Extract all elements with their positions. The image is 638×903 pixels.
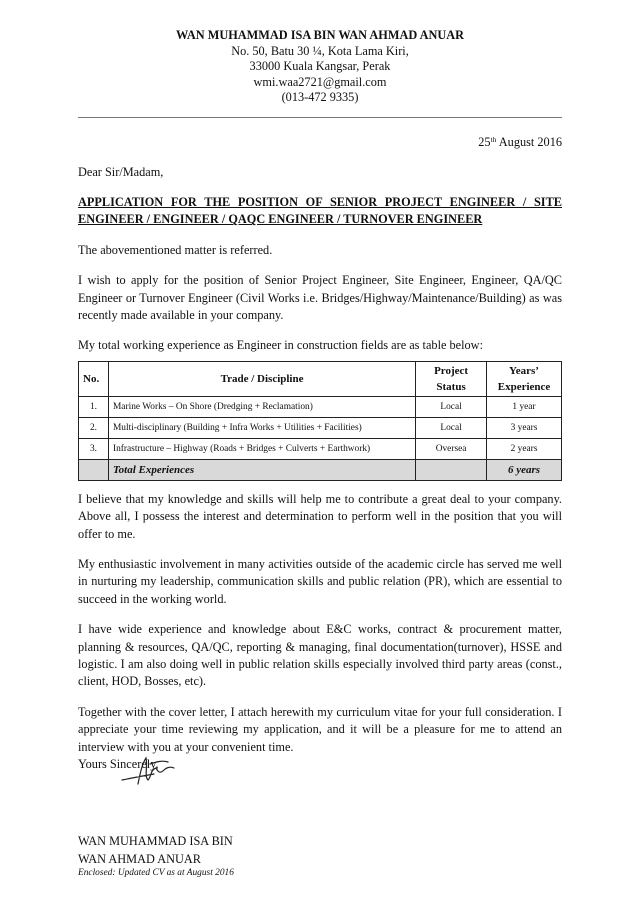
table-row [79,438,562,459]
date-day: 25 [478,134,491,149]
paragraph-4: I believe that my knowledge and skills will help me to contribute a great deal to your company. Above all, I possess the interest and determination to perform well in the position that you will offer to me. [78,491,562,541]
signatory-name-line1: WAN MUHAMMAD ISA BIN [78,834,233,849]
table-total-row [79,459,562,480]
date-suffix: th [490,134,497,144]
row-status: Local [416,417,487,438]
row-trade: Infrastructure – Highway (Roads + Bridges + Culverts + Earthwork) [108,438,415,459]
row-trade: Marine Works – On Shore (Dredging + Reclamation) [108,396,415,417]
row-years: 3 years [487,417,562,438]
header-years: Years’ Experience [487,361,562,396]
total-label: Total Experiences [108,459,415,480]
total-value: 6 years [487,459,562,480]
header-trade: Trade / Discipline [108,361,415,396]
subject-line: APPLICATION FOR THE POSITION OF SENIOR PROJECT ENGINEER / SITE ENGINEER / ENGINEER / QAQC ENGINEER / TURNOVER ENGINEER [78,194,562,227]
sender-email: wmi.waa2721@gmail.com [253,74,387,89]
row-status: Oversea [416,438,487,459]
paragraph-6: I have wide experience and knowledge about E&C works, contract & procurement matter, planning & resources, QA/QC, reporting & managing, final documentation(turnover), HSSE and logistic. I am also doing well in public relation skills especially involved third party areas (const., client, HOD, Bosses, etc). [78,622,562,689]
paragraph-3: My total working experience as Engineer in construction fields are as table below: [78,338,483,353]
paragraph-5: My enthusiastic involvement in many activities outside of the academic circle has served me well in nurturing my leadership, communication skills and public relation (PR), which are essential to succeed in the working world. [78,556,562,606]
table-row [79,417,562,438]
table-header-row [79,361,562,396]
row-status: Local [416,396,487,417]
header-status: Project Status [416,361,487,396]
letter-date [78,135,562,150]
sender-name: WAN MUHAMMAD ISA BIN WAN AHMAD ANUAR [175,28,465,42]
salutation: Dear Sir/Madam, [78,164,164,179]
date-rest: August 2016 [496,134,562,149]
letter [78,28,562,868]
closing: Yours Sincerely, [78,757,159,772]
paragraph-1: The abovementioned matter is referred. [78,242,273,257]
letterhead [78,28,562,106]
sender-phone: (013-472 9335) [281,90,359,104]
experience-table [78,361,562,481]
signatory-name-line2: WAN AHMAD ANUAR [78,851,201,866]
row-years: 1 year [487,396,562,417]
sender-address-line2: 33000 Kuala Kangsar, Perak [249,59,391,73]
row-no: 2. [79,417,109,438]
header-divider [78,117,562,118]
table-row [79,396,562,417]
sender-address-line1: No. 50, Batu 30 ¼, Kota Lama Kiri, [231,43,409,58]
row-years: 2 years [487,438,562,459]
handwritten-signature [120,754,180,790]
enclosure-note: Enclosed: Updated CV as at August 2016 [78,868,234,878]
paragraph-2: I wish to apply for the position of Senior Project Engineer, Site Engineer, Engineer, QA/QC Engineer or Turnover Engineer (Civil Works i.e. Bridges/Highway/Maintenance/Building) as was recently made available in your company. [78,273,562,322]
paragraph-7: Together with the cover letter, I attach herewith my curriculum vitae for your full consideration. I appreciate your time reviewing my application, and it will be a pleasure for me to attend an interview with you at your convenient time. [78,704,562,754]
row-trade: Multi-disciplinary (Building + Infra Works + Utilities + Facilities) [108,417,415,438]
header-no: No. [79,361,109,396]
row-no: 3. [79,438,109,459]
row-no: 1. [79,396,109,417]
